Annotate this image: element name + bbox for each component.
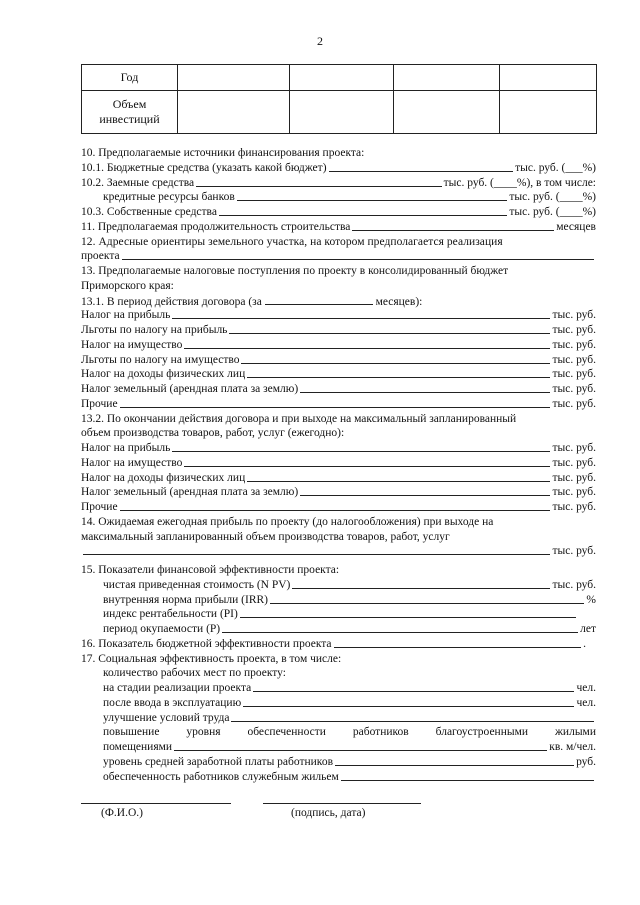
budget-efficiency-field[interactable] bbox=[334, 637, 582, 648]
salary-field[interactable] bbox=[335, 755, 574, 766]
unit-label: тыс. руб. bbox=[552, 383, 596, 395]
tax-field[interactable] bbox=[247, 367, 550, 378]
tax-field[interactable] bbox=[172, 308, 550, 319]
tax-field[interactable] bbox=[120, 500, 551, 511]
service-housing-label: обеспеченность работников служебным жильем bbox=[103, 770, 339, 783]
unit-label: тыс. руб. (____%) bbox=[509, 191, 596, 204]
year-cell[interactable] bbox=[178, 65, 290, 91]
unit-label: тыс. руб. bbox=[552, 545, 596, 558]
contract-months-field[interactable] bbox=[265, 294, 373, 305]
unit-label: тыс. руб. bbox=[552, 353, 596, 366]
investment-cell[interactable] bbox=[178, 91, 290, 134]
budget-funds-label: 10.1. Бюджетные средства (указать какой бюджет) bbox=[81, 161, 327, 174]
tax-item-label: Налог земельный (арендная плата за землю) bbox=[81, 486, 299, 499]
tax-item-label: Прочие bbox=[81, 501, 118, 513]
months-label: месяцев): bbox=[375, 295, 423, 308]
pi-field[interactable] bbox=[240, 607, 576, 618]
unit-label: тыс. руб. (____%) bbox=[509, 206, 596, 218]
tax-field[interactable] bbox=[241, 353, 550, 364]
tax-item-label: Налог земельный (арендная плата за землю) bbox=[81, 383, 299, 395]
tax-item-label: Налог на прибыль bbox=[81, 309, 171, 322]
tax-field[interactable] bbox=[184, 456, 550, 467]
unit-label: тыс. руб. bbox=[552, 486, 596, 499]
irr-field[interactable] bbox=[270, 593, 584, 604]
investment-label: Объем инвестиций bbox=[82, 91, 178, 134]
subsection-13-2-label-cont: объем производства товаров, работ, услуг (ежегодно): bbox=[81, 427, 345, 440]
service-housing-field[interactable] bbox=[341, 770, 594, 781]
page-number: 2 bbox=[317, 34, 323, 48]
period-label: . bbox=[583, 637, 586, 650]
irr-label: внутренняя норма прибыли (IRR) bbox=[103, 593, 269, 606]
unit-label: лет bbox=[580, 623, 596, 635]
housing-word: жилыми bbox=[554, 726, 596, 739]
tax-field[interactable] bbox=[229, 323, 550, 334]
pi-label: индекс рентабельности (PI) bbox=[103, 608, 238, 621]
tax-item-label: Налог на имущество bbox=[81, 338, 183, 351]
signature-block bbox=[81, 803, 596, 843]
year-cell[interactable] bbox=[394, 65, 500, 91]
tax-item-label: Налог на имущество bbox=[81, 456, 183, 469]
unit-label: тыс. руб. bbox=[552, 456, 596, 469]
sign-caption: (подпись, дата) bbox=[291, 807, 366, 819]
unit-label: тыс. руб. bbox=[552, 471, 596, 484]
unit-label: тыс. руб. bbox=[552, 309, 596, 322]
budget-efficiency-label: 16. Показатель бюджетной эффективности проекта bbox=[81, 637, 332, 650]
year-cell[interactable] bbox=[290, 65, 394, 91]
tax-item-label: Налог на доходы физических лиц bbox=[81, 368, 246, 381]
unit-label: тыс. руб. (____%), в том числе: bbox=[443, 176, 596, 189]
tax-item-label: Налог на прибыль bbox=[81, 442, 171, 454]
section-14-title-cont: максимальный запланированный объем производства товаров, работ, услуг bbox=[81, 530, 450, 543]
unit-label: чел. bbox=[576, 696, 596, 709]
tax-item-label: Прочие bbox=[81, 397, 118, 410]
npv-label: чистая приведенная стоимость (N PV) bbox=[103, 578, 291, 591]
year-cell[interactable] bbox=[500, 65, 597, 91]
table-row-investment bbox=[82, 91, 597, 134]
jobs-after-label: после ввода в эксплуатацию bbox=[103, 696, 242, 709]
land-address-label: 12. Адресные ориентиры земельного участка, на котором предполагается реализация bbox=[81, 235, 503, 248]
tax-field[interactable] bbox=[184, 338, 550, 349]
housing-word: работников bbox=[352, 726, 409, 739]
jobs-stage-field[interactable] bbox=[253, 681, 574, 692]
section-10-title: 10. Предполагаемые источники финансирования проекта: bbox=[81, 147, 365, 159]
unit-label: кв. м/чел. bbox=[549, 741, 596, 753]
expected-profit-field[interactable] bbox=[83, 544, 550, 555]
tax-field[interactable] bbox=[300, 382, 550, 393]
tax-field[interactable] bbox=[172, 441, 550, 452]
housing-word: повышение bbox=[103, 726, 160, 739]
own-funds-label: 10.3. Собственные средства bbox=[81, 206, 217, 218]
unit-label: тыс. руб. bbox=[552, 442, 596, 454]
section-15-title: 15. Показатели финансовой эффективности проекта: bbox=[81, 564, 340, 576]
jobs-label: количество рабочих мест по проекту: bbox=[103, 667, 286, 680]
unit-label: чел. bbox=[576, 682, 596, 694]
subsection-13-1-label: 13.1. В период действия договора (за bbox=[81, 295, 262, 308]
unit-label: тыс. руб. bbox=[552, 578, 596, 591]
tax-field[interactable] bbox=[300, 485, 550, 496]
unit-label: тыс. руб. (___%) bbox=[515, 161, 596, 174]
unit-label: тыс. руб. bbox=[552, 501, 596, 513]
name-caption: (Ф.И.О.) bbox=[101, 807, 143, 819]
land-address-label-cont: проекта bbox=[81, 250, 120, 263]
tax-field[interactable] bbox=[247, 471, 550, 482]
jobs-stage-label: на стадии реализации проекта bbox=[103, 682, 252, 694]
table-row-year bbox=[82, 65, 597, 91]
budget-funds-field[interactable] bbox=[329, 161, 514, 172]
borrowed-funds-field[interactable] bbox=[196, 176, 442, 187]
housing-field[interactable] bbox=[174, 740, 547, 751]
tax-item-label: Налог на доходы физических лиц bbox=[81, 471, 246, 484]
investment-cell[interactable] bbox=[290, 91, 394, 134]
unit-label: % bbox=[586, 593, 596, 606]
land-address-field[interactable] bbox=[122, 249, 594, 260]
section-14-title: 14. Ожидаемая ежегодная прибыль по проекту (до налогообложения) при выходе на bbox=[81, 515, 494, 528]
bank-credit-field[interactable] bbox=[237, 190, 508, 201]
jobs-after-field[interactable] bbox=[243, 696, 574, 707]
housing-word: уровня bbox=[186, 726, 221, 739]
payback-field[interactable] bbox=[222, 622, 578, 633]
section-17-title: 17. Социальная эффективность проекта, в том числе: bbox=[81, 652, 342, 665]
payback-label: период окупаемости (P) bbox=[103, 623, 221, 635]
construction-duration-label: 11. Предполагаемая продолжительность строительства bbox=[81, 220, 351, 233]
unit-label: руб. bbox=[576, 755, 596, 768]
unit-label: тыс. руб. bbox=[552, 324, 596, 336]
tax-field[interactable] bbox=[120, 397, 551, 408]
own-funds-field[interactable] bbox=[219, 205, 507, 216]
unit-label: месяцев bbox=[556, 220, 596, 233]
housing-label-cont: помещениями bbox=[103, 741, 173, 753]
work-conditions-field[interactable] bbox=[231, 711, 594, 722]
section-13-title: 13. Предполагаемые налоговые поступления по проекту в консолидированный бюджет bbox=[81, 265, 509, 277]
subsection-13-2-label: 13.2. По окончании действия договора и при выходе на максимальный запланированный bbox=[81, 412, 517, 425]
housing-word: благоустроенными bbox=[435, 726, 529, 739]
housing-word: обеспеченности bbox=[247, 726, 326, 739]
bank-credit-label: кредитные ресурсы банков bbox=[103, 191, 235, 204]
investment-cell[interactable] bbox=[394, 91, 500, 134]
year-label: Год bbox=[82, 65, 178, 91]
tax-item-label: Льготы по налогу на прибыль bbox=[81, 324, 228, 336]
unit-label: тыс. руб. bbox=[552, 338, 596, 351]
work-conditions-label: улучшение условий труда bbox=[103, 711, 230, 724]
borrowed-funds-label: 10.2. Заемные средства bbox=[81, 176, 195, 189]
tax-item-label: Льготы по налогу на имущество bbox=[81, 353, 240, 366]
unit-label: тыс. руб. bbox=[552, 397, 596, 410]
salary-label: уровень средней заработной платы работников bbox=[103, 755, 333, 768]
sign-date-line[interactable] bbox=[263, 803, 421, 804]
investment-cell[interactable] bbox=[500, 91, 597, 134]
npv-field[interactable] bbox=[292, 578, 550, 589]
investment-table bbox=[81, 64, 597, 134]
form-body bbox=[81, 146, 596, 784]
name-signature-line[interactable] bbox=[81, 803, 231, 804]
construction-duration-field[interactable] bbox=[352, 220, 554, 231]
unit-label: тыс. руб. bbox=[552, 368, 596, 381]
section-13-title-cont: Приморского края: bbox=[81, 279, 174, 292]
